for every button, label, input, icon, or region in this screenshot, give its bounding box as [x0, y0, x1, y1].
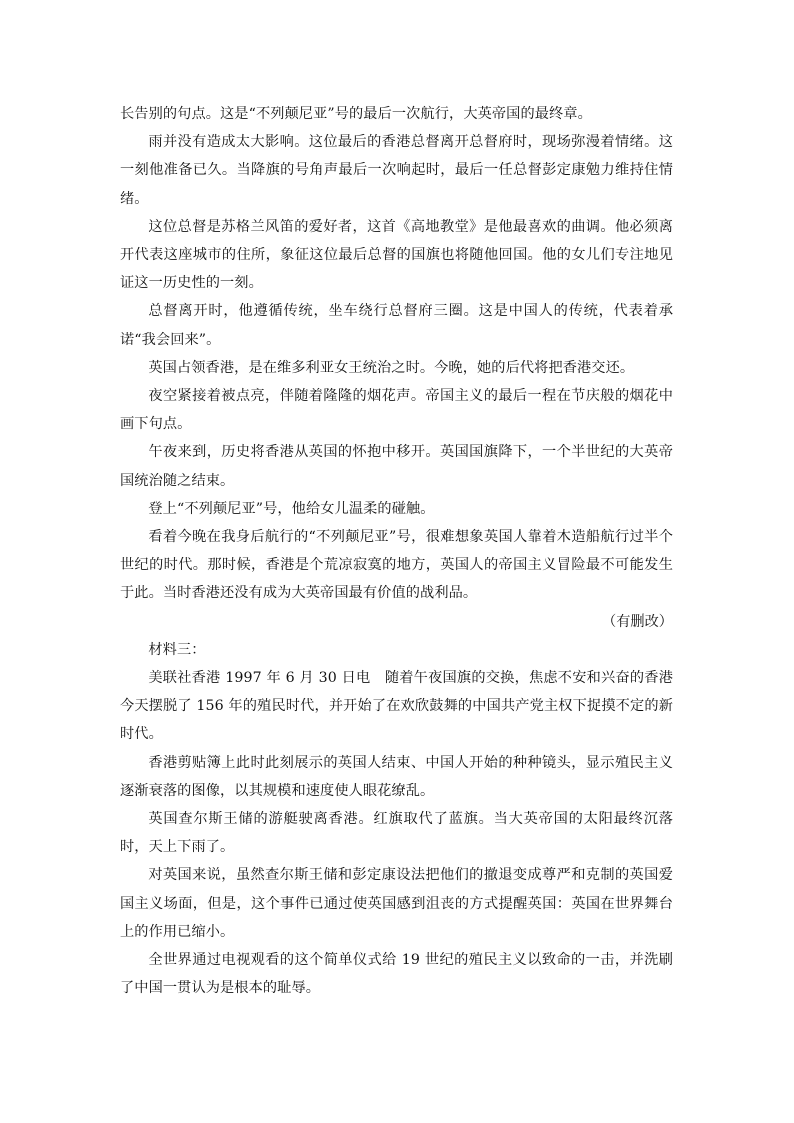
- material3-paragraph-5: 全世界通过电视观看的这个简单仪式给 19 世纪的殖民主义以致命的一击，并洗刷了中国一贯认为是根本的耻辱。: [120, 952, 673, 997]
- paragraph-8: 登上“不列颠尼亚”号，他给女儿温柔的碰触。: [148, 500, 435, 517]
- revision-note: （有删改）: [602, 613, 673, 630]
- material3-paragraph-1: 美联社香港 1997 年 6 月 30 日电 随着午夜国旗的交换，焦虑不安和兴奋的香港今天摆脱了 156 年的殖民时代，并开始了在欢欣鼓舞的中国共产党主权下捉摸不定的新时代。: [120, 670, 673, 743]
- paragraph-4: 总督离开时，他遵循传统，坐车绕行总督府三圈。这是中国人的传统，代表着承诺“我会回来”。: [120, 303, 673, 348]
- material3-paragraph-4: 对英国来说，虽然查尔斯王储和彭定康设法把他们的撤退变成尊严和克制的英国爱国主义场面，但是，这个事件已通过使英国感到沮丧的方式提醒英国：英国在世界舞台上的作用已缩小。: [120, 867, 673, 940]
- paragraph-6: 夜空紧接着被点亮，伴随着隆隆的烟花声。帝国主义的最后一程在节庆般的烟花中画下句点。: [120, 388, 673, 433]
- paragraph-9: 看着今晚在我身后航行的“不列颠尼亚”号，很难想象英国人靠着木造船航行过半个世纪的时代。那时候，香港是个荒凉寂寞的地方，英国人的帝国主义冒险最不可能发生于此。当时香港还没有成为大英帝国最有价值的战利品。: [120, 529, 673, 602]
- material3-paragraph-2: 香港剪贴簿上此时此刻展示的英国人结束、中国人开始的种种镜头，显示殖民主义逐渐衰落的图像，以其规模和速度使人眼花缭乱。: [120, 754, 673, 799]
- document-page: [120, 100, 673, 1003]
- material3-heading: 材料三：: [148, 641, 206, 658]
- paragraph-3: 这位总督是苏格兰风笛的爱好者，这首《高地教堂》是他最喜欢的曲调。他必须离开代表这座城市的住所，象征这位最后总督的国旗也将随他回国。他的女儿们专注地见证这一历史性的一刻。: [120, 218, 673, 292]
- paragraph-2: 雨并没有造成太大影响。这位最后的香港总督离开总督府时，现场弥漫着情绪。这一刻他准备已久。当降旗的号角声最后一次响起时，最后一任总督彭定康勉力维持住情绪。: [120, 134, 673, 207]
- material3-paragraph-3: 英国查尔斯王储的游艇驶离香港。红旗取代了蓝旗。当大英帝国的太阳最终沉落时，天上下雨了。: [120, 811, 673, 856]
- paragraph-7: 午夜来到，历史将香港从英国的怀抱中移开。英国国旗降下，一个半世纪的大英帝国统治随之结束。: [120, 444, 673, 489]
- paragraph-1: 长告别的句点。这是“不列颠尼亚”号的最后一次航行，大英帝国的最终章。: [120, 106, 592, 122]
- paragraph-5: 英国占领香港，是在维多利亚女王统治之时。今晚，她的后代将把香港交还。: [148, 359, 635, 376]
